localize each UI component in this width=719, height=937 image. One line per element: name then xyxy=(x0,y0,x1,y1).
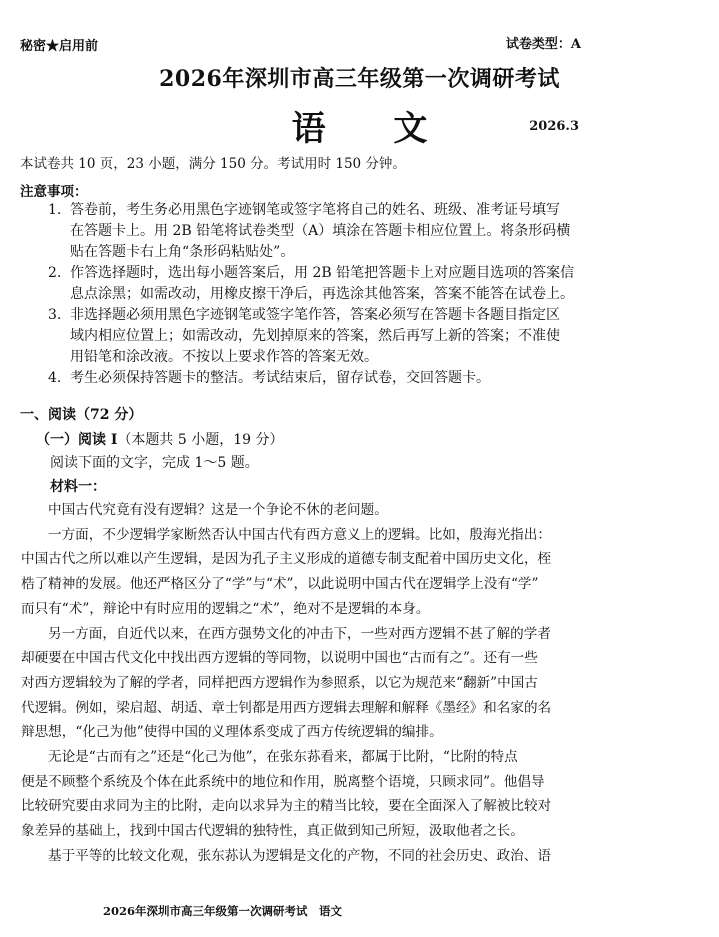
note-line: 域内相应位置上；如需改动，先划掉原来的答案，然后再写上新的答案；不准使 xyxy=(70,328,560,344)
reading-passage xyxy=(21,498,593,869)
passage-line: 代逻辑。例如，梁启超、胡适、章士钊都是用西方逻辑去理解和解释《墨经》和名家的名 xyxy=(21,699,552,716)
passage-line: 中国古代之所以难以产生逻辑，是因为孔子主义形成的道德专制支配着中国历史文化，桎 xyxy=(21,551,552,568)
passage-line: 辩思想，“化己为他”使得中国的义理体系变成了西方传统逻辑的编排。 xyxy=(21,724,443,741)
note-line: 贴在答题卡右上角“条形码粘贴处”。 xyxy=(70,244,295,260)
passage-line: 却硬要在中国古代文化中找出西方逻辑的等同物，以说明中国也“古而有之”。还有一些 xyxy=(21,650,538,667)
exam-date: 2026.3 xyxy=(529,119,579,134)
note-item xyxy=(48,305,608,368)
subsection-detail: （本题共 5 小题，19 分） xyxy=(117,432,284,448)
section-title: 一、阅读（72 分） xyxy=(20,407,143,423)
passage-line: 比较研究要由求同为主的比附，走向以求异为主的精当比较，要在全面深入了解被比较对 xyxy=(21,798,552,815)
paper-type-label: 试卷类型：A xyxy=(505,37,581,52)
note-line: 用铅笔和涂改液。不按以上要求作答的答案无效。 xyxy=(70,349,378,365)
passage-line: 梏了精神的发展。他还严格区分了“学”与“术”，以此说明中国古代在逻辑学上没有“学” xyxy=(21,576,539,593)
confidential-label: 秘密★启用前 xyxy=(20,39,99,54)
note-number: 3. xyxy=(48,307,62,323)
notes-title: 注意事项： xyxy=(20,184,88,200)
notes-list xyxy=(48,200,608,389)
passage-line: 便是不顾整个系统及个体在此系统中的地位和作用，脱离整个语境，只顾求同”。他倡导 xyxy=(21,773,545,790)
note-item xyxy=(48,200,608,263)
subject-title: 语 文 xyxy=(291,109,456,149)
material-label: 材料一： xyxy=(50,479,106,495)
passage-line: 而只有“术”，辩论中有时应用的逻辑之“术”，绝对不是逻辑的本身。 xyxy=(21,600,430,617)
passage-line: 一方面，不少逻辑学家断然否认中国古代有西方意义上的逻辑。比如，殷海光指出： xyxy=(48,526,551,543)
note-number: 2. xyxy=(48,265,62,281)
passage-line: 另一方面，自近代以来，在西方强势文化的冲击下，一些对西方逻辑不甚了解的学者 xyxy=(48,625,551,642)
passage-line: 对西方逻辑较为了解的学者，同样把西方逻辑作为参照系，以它为规范来“翻新”中国古 xyxy=(21,674,538,691)
note-line: 考生必须保持答题卡的整洁。考试结束后，留存试卷，交回答题卡。 xyxy=(70,370,490,386)
note-item xyxy=(48,368,608,389)
note-line: 非选择题必须用黑色字迹钢笔或签字笔作答，答案必须写在答题卡各题目指定区 xyxy=(70,307,560,323)
paper-intro: 本试卷共 10 页，23 小题，满分 150 分。考试用时 150 分钟。 xyxy=(20,156,406,172)
passage-line: 基于平等的比较文化观，张东荪认为逻辑是文化的产物，不同的社会历史、政治、语 xyxy=(48,847,551,864)
note-line: 息点涂黑；如需改动，用橡皮擦干净后，再选涂其他答案，答案不能答在试卷上。 xyxy=(70,286,574,302)
note-number: 4. xyxy=(48,370,62,386)
note-item xyxy=(48,263,608,305)
note-line: 在答题卡上。用 2B 铅笔将试卷类型（A）填涂在答题卡相应位置上。将条形码横 xyxy=(70,223,571,239)
passage-line: 无论是“古而有之”还是“化己为他”，在张东荪看来，都属于比附，“比附的特点 xyxy=(48,749,518,766)
subsection-title xyxy=(36,429,284,449)
passage-line: 象差异的基础上，找到中国古代逻辑的独特性，真正做到知己所短，汲取他者之长。 xyxy=(21,823,524,840)
note-line: 答卷前，考生务必用黑色字迹钢笔或签字笔将自己的姓名、班级、准考证号填写 xyxy=(70,202,560,218)
note-line: 作答选择题时，选出每小题答案后，用 2B 铅笔把答题卡上对应题目选项的答案信 xyxy=(70,265,575,281)
note-number: 1. xyxy=(48,202,62,218)
reading-instruction: 阅读下面的文字，完成 1～5 题。 xyxy=(50,455,259,471)
subsection-name: （一）阅读 I xyxy=(36,432,118,448)
exam-title: 2026年深圳市高三年级第一次调研考试 xyxy=(159,66,560,92)
page-footer: 2026年深圳市高三年级第一次调研考试 语文 xyxy=(103,904,343,918)
passage-line: 中国古代究竟有没有逻辑？这是一个争论不休的老问题。 xyxy=(48,502,388,518)
